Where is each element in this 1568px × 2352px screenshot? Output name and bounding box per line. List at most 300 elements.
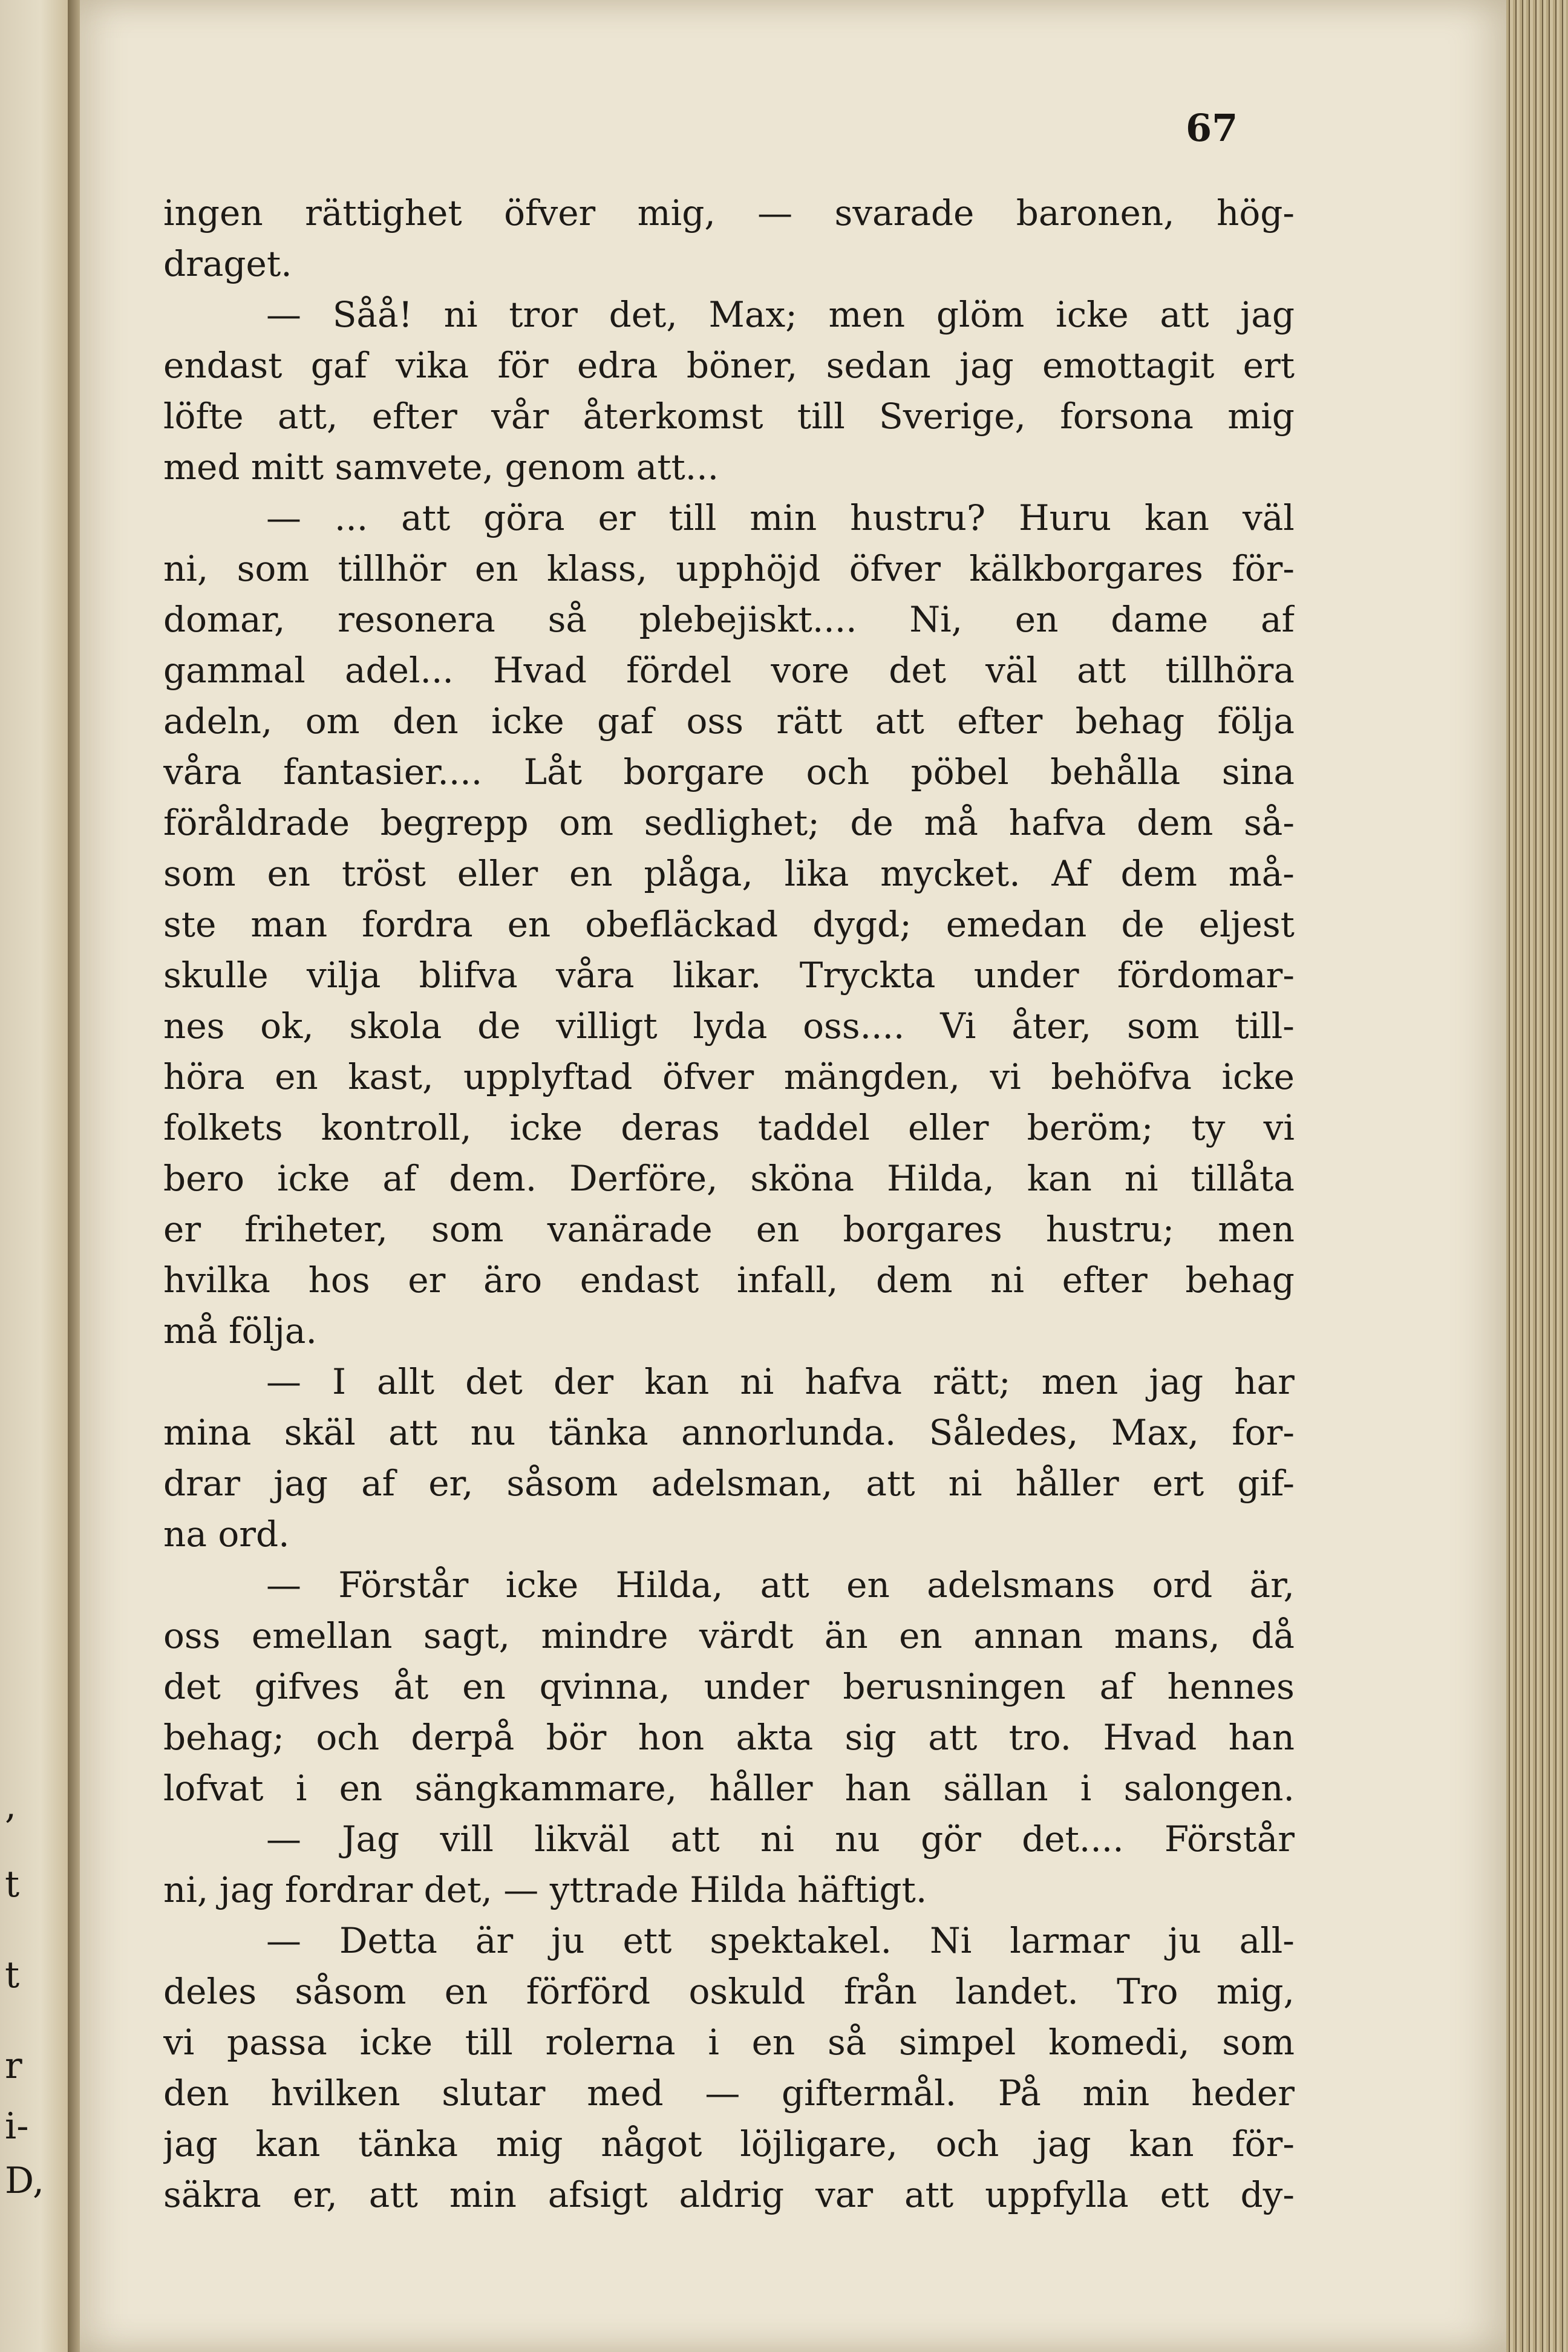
word: landet. <box>955 1971 1079 2012</box>
word: en <box>569 853 613 894</box>
word: sina <box>1221 751 1295 792</box>
word: icke <box>276 1158 350 1199</box>
word: mig, <box>637 192 716 234</box>
word: tröst <box>341 853 426 894</box>
word: behag; <box>163 1717 285 1758</box>
word: skulle <box>163 955 269 996</box>
word: Derföre, <box>569 1158 718 1199</box>
word: borgares <box>843 1209 1002 1250</box>
word: jag <box>959 345 1014 386</box>
word: den <box>392 701 459 742</box>
word: Max; <box>708 294 797 335</box>
word: tänka <box>548 1412 648 1453</box>
word: gifves <box>254 1666 360 1707</box>
word: tillåta <box>1191 1158 1295 1199</box>
word: baronen, <box>1016 192 1175 234</box>
word: ett <box>1160 2174 1209 2215</box>
text-line <box>163 1204 1295 1255</box>
word: som <box>163 853 236 894</box>
word: icke <box>1056 294 1129 335</box>
word: slutar <box>442 2073 546 2114</box>
word: så- <box>1244 802 1295 843</box>
word: ert <box>1152 1463 1204 1504</box>
word: Sverige, <box>879 396 1026 437</box>
word: I <box>332 1361 346 1402</box>
word: — <box>503 1869 550 1910</box>
word: Förstår <box>338 1564 469 1606</box>
word: er <box>598 497 636 538</box>
text-line <box>163 1712 1295 1763</box>
word: en <box>462 1666 506 1707</box>
word: likar. <box>672 955 762 996</box>
word: är <box>475 1920 514 1961</box>
word: då <box>1251 1615 1295 1656</box>
word: obefläckad <box>585 904 779 945</box>
adjacent-page-fragment: , <box>5 1785 17 1827</box>
word: sällan <box>943 1768 1048 1809</box>
word: de <box>1121 904 1165 945</box>
word: ert <box>1243 345 1295 386</box>
text-line <box>163 238 1295 289</box>
word: en <box>339 1768 383 1809</box>
word: med <box>163 446 251 488</box>
word: väl <box>985 650 1037 691</box>
word: hon <box>638 1717 705 1758</box>
word: jag <box>1149 1361 1204 1402</box>
word: det, <box>609 294 678 335</box>
word: Hilda <box>690 1869 798 1910</box>
page-stack-edge <box>1506 0 1568 2352</box>
word: mans, <box>1114 1615 1220 1656</box>
word: en <box>444 1971 488 2012</box>
word: lofvat <box>163 1768 264 1809</box>
word: ni, <box>163 548 209 589</box>
text-line <box>163 1763 1295 1814</box>
word: vi <box>1263 1107 1295 1148</box>
word: mitt <box>250 446 335 488</box>
word: vilja <box>306 955 381 996</box>
word: domar, <box>163 599 286 640</box>
word: må <box>924 802 978 843</box>
word: drar <box>163 1463 241 1504</box>
word: nes <box>163 1005 225 1047</box>
text-line <box>163 1661 1295 1712</box>
word: om <box>559 802 614 843</box>
word: Tryckta <box>799 955 936 996</box>
word: är, <box>1249 1564 1295 1606</box>
word: eljest <box>1198 904 1295 945</box>
word: än <box>824 1615 868 1656</box>
word: — <box>266 1818 301 1860</box>
word: oskuld <box>688 1971 806 2012</box>
word: Af <box>1051 853 1089 894</box>
word: att <box>760 1564 809 1606</box>
word: häftigt. <box>797 1869 927 1910</box>
word: för- <box>1232 548 1295 589</box>
word: kontroll, <box>321 1107 472 1148</box>
word: under <box>704 1666 809 1707</box>
word: glöm <box>936 294 1025 335</box>
word: man <box>250 904 328 945</box>
word: mindre <box>541 1615 668 1656</box>
text-line <box>163 1915 1295 1966</box>
word: rätt <box>776 701 843 742</box>
word: höra <box>163 1056 245 1097</box>
word: giftermål. <box>782 2073 957 2114</box>
word: håller <box>1015 1463 1119 1504</box>
word: som <box>1126 1005 1200 1047</box>
word: komedi, <box>1048 2022 1190 2063</box>
word: plåga, <box>644 853 753 894</box>
word: heder <box>1191 2073 1295 2114</box>
adjacent-page-fragment: t <box>5 1863 20 1906</box>
word: det, <box>423 1869 504 1910</box>
word: na <box>163 1514 218 1555</box>
word: fördel <box>626 650 732 691</box>
word: följa <box>1217 701 1295 742</box>
text-line <box>163 2017 1295 2068</box>
word: deles <box>163 1971 257 2012</box>
word: mycket. <box>880 853 1021 894</box>
word: vill <box>440 1818 494 1860</box>
word: sig <box>844 1717 897 1758</box>
word: yttrade <box>549 1869 690 1910</box>
word: mig <box>1227 396 1295 437</box>
word: ingen <box>163 192 263 234</box>
word: Tro <box>1117 1971 1178 2012</box>
word: i <box>708 2022 719 2063</box>
text-line <box>163 2118 1295 2169</box>
text-line <box>163 1001 1295 1051</box>
word: hennes <box>1167 1666 1295 1707</box>
word: mina <box>163 1412 252 1453</box>
word: ord. <box>218 1514 290 1555</box>
word: äro <box>483 1259 543 1301</box>
word: — <box>266 1564 301 1606</box>
word: kan <box>255 2123 321 2164</box>
word: Hvad <box>1103 1717 1197 1758</box>
word: icke <box>491 701 564 742</box>
word: något <box>601 2123 702 2164</box>
word: dem <box>1120 853 1197 894</box>
word: vi <box>990 1056 1021 1097</box>
word: genom <box>505 446 636 488</box>
word: fordra <box>362 904 473 945</box>
word: behöfva <box>1051 1056 1192 1097</box>
word: fördomar- <box>1117 955 1295 996</box>
word: Såå! <box>332 294 413 335</box>
word: till <box>465 2022 513 2063</box>
word: likväl <box>534 1818 630 1860</box>
word: vore <box>771 650 850 691</box>
word: er <box>408 1259 446 1301</box>
word: min <box>449 2174 517 2215</box>
word: berusningen <box>843 1666 1066 1707</box>
word: vanärade <box>547 1209 713 1250</box>
text-line <box>163 1864 1295 1915</box>
word: tillhöra <box>1165 650 1295 691</box>
word: så <box>828 2022 867 2063</box>
word: efter <box>957 701 1043 742</box>
word: i <box>295 1768 307 1809</box>
word: uppfylla <box>985 2174 1129 2215</box>
word: och <box>806 751 870 792</box>
text-line <box>163 1356 1295 1407</box>
word: att <box>670 1818 720 1860</box>
word: att, <box>277 396 338 437</box>
word: adel... <box>344 650 454 691</box>
word: mig <box>495 2123 563 2164</box>
word: göra <box>483 497 565 538</box>
word: — <box>757 192 793 234</box>
word: ty <box>1191 1107 1226 1148</box>
word: att... <box>636 446 719 488</box>
word: det.... <box>1022 1818 1124 1860</box>
word: bero <box>163 1158 245 1199</box>
word: — <box>266 497 301 538</box>
word: villigt <box>556 1005 658 1047</box>
word: Låt <box>523 751 582 792</box>
word: kan <box>1129 2123 1194 2164</box>
word: men <box>1218 1209 1295 1250</box>
word: rättighet <box>305 192 462 234</box>
text-line <box>163 1458 1295 1509</box>
word: Hilda, <box>887 1158 995 1199</box>
word: ok, <box>260 1005 314 1047</box>
word: sängkammare, <box>414 1768 678 1809</box>
text-line <box>163 848 1295 899</box>
word: tillhör <box>338 548 446 589</box>
text-line <box>163 1966 1295 2017</box>
word: sedlighet; <box>644 802 820 843</box>
word: friheter, <box>244 1209 388 1250</box>
word: de <box>477 1005 521 1047</box>
word: ni <box>443 294 478 335</box>
word: Hilda, <box>615 1564 724 1606</box>
text-line <box>163 1305 1295 1356</box>
word: böner, <box>686 345 798 386</box>
word: taddel <box>757 1107 870 1148</box>
word: allt <box>377 1361 435 1402</box>
text-line <box>163 797 1295 848</box>
word: jag <box>1037 2123 1091 2164</box>
word: oss <box>686 701 743 742</box>
word: en <box>474 548 518 589</box>
word: gaf <box>310 345 367 386</box>
word: behag <box>1185 1259 1295 1301</box>
word: Ni, <box>909 599 963 640</box>
word: eller <box>457 853 538 894</box>
word: klass, <box>546 548 648 589</box>
word: om <box>305 701 360 742</box>
word: gör <box>921 1818 981 1860</box>
word: att <box>388 1412 438 1453</box>
book-gutter <box>68 0 80 2352</box>
word: plebejiskt.... <box>639 599 857 640</box>
word: eller <box>908 1107 989 1148</box>
word: behag <box>1075 701 1185 742</box>
word: hos <box>308 1259 370 1301</box>
word: fordrar <box>284 1869 424 1910</box>
word: åt <box>393 1666 429 1707</box>
adjacent-page-edge <box>0 0 68 2352</box>
text-line <box>163 1560 1295 1610</box>
word: en <box>507 904 551 945</box>
text-line <box>163 746 1295 797</box>
word: Således, <box>929 1412 1079 1453</box>
word: för <box>497 345 549 386</box>
adjacent-page-fragment: t <box>5 1954 20 1996</box>
word: upplyftad <box>463 1056 633 1097</box>
word: att <box>1160 294 1209 335</box>
word: derpå <box>411 1717 515 1758</box>
text-line <box>163 543 1295 594</box>
word: endast <box>163 345 283 386</box>
word: ste <box>163 904 217 945</box>
word: beröm; <box>1027 1107 1154 1148</box>
word: en <box>751 2022 795 2063</box>
word: adelsmans <box>927 1564 1116 1606</box>
word: salongen. <box>1123 1768 1295 1809</box>
word: tror <box>509 294 578 335</box>
word: nu <box>470 1412 516 1453</box>
word: som <box>1222 2022 1295 2063</box>
word: återkomst <box>583 396 763 437</box>
word: der <box>553 1361 614 1402</box>
word: kan <box>644 1361 710 1402</box>
word: som <box>431 1209 504 1250</box>
word: och <box>316 1717 380 1758</box>
word: — <box>266 294 301 335</box>
word: hög- <box>1216 192 1295 234</box>
word: annorlunda. <box>681 1412 897 1453</box>
word: kan <box>1144 497 1210 538</box>
word: att <box>368 2174 418 2215</box>
word: mig, <box>1216 1971 1295 2012</box>
word: under <box>973 955 1079 996</box>
word: att <box>875 701 924 742</box>
word: min <box>1082 2073 1150 2114</box>
word: deras <box>621 1107 720 1148</box>
word: kälkborgares <box>969 548 1203 589</box>
text-line <box>163 1153 1295 1204</box>
word: han <box>844 1768 911 1809</box>
text-line <box>163 289 1295 340</box>
word: forsona <box>1060 396 1194 437</box>
word: Jag <box>342 1818 400 1860</box>
word: adelsman, <box>651 1463 833 1504</box>
word: efter <box>1062 1259 1148 1301</box>
word: simpel <box>899 2022 1016 2063</box>
word: öfver <box>849 548 941 589</box>
word: att <box>904 2174 954 2215</box>
word: hafva <box>1008 802 1106 843</box>
word: af <box>382 1158 417 1199</box>
word: men <box>828 294 906 335</box>
word: hafva <box>805 1361 903 1402</box>
word: efter <box>371 396 457 437</box>
word: draget. <box>163 243 292 284</box>
word: ni <box>740 1361 774 1402</box>
word: oss.... <box>803 1005 905 1047</box>
word: min <box>750 497 817 538</box>
word: er, <box>428 1463 474 1504</box>
word: af <box>1260 599 1295 640</box>
word: emottagit <box>1042 345 1215 386</box>
word: ju <box>551 1920 585 1961</box>
word: säkra <box>163 2174 261 2215</box>
adjacent-page-fragment: D, <box>5 2160 45 2202</box>
word: rätt; <box>933 1361 1011 1402</box>
word: skola <box>349 1005 442 1047</box>
word: icke <box>505 1564 579 1606</box>
word: jag <box>163 2123 218 2164</box>
text-line <box>163 442 1295 492</box>
word: Max, <box>1111 1412 1199 1453</box>
word: vi <box>163 2022 195 2063</box>
word: som <box>237 548 310 589</box>
word: dygd; <box>812 904 912 945</box>
text-line <box>163 188 1295 238</box>
word: hvilken <box>270 2073 400 2114</box>
word: icke <box>359 2022 433 2063</box>
text-line <box>163 1814 1295 1864</box>
word: På <box>998 2073 1041 2114</box>
word: öfver <box>662 1056 754 1097</box>
word: Vi <box>940 1005 976 1047</box>
word: sagt, <box>423 1615 511 1656</box>
word: Detta <box>339 1920 437 1961</box>
word: — <box>266 1361 301 1402</box>
text-line <box>163 2068 1295 2118</box>
word: hustru? <box>850 497 986 538</box>
word: ett <box>622 1920 672 1961</box>
word: nu <box>835 1818 880 1860</box>
word: ord <box>1152 1564 1213 1606</box>
word: och <box>935 2123 999 2164</box>
word: begrepp <box>380 802 529 843</box>
word: all- <box>1239 1920 1295 1961</box>
word: till- <box>1235 1005 1295 1047</box>
word: emedan <box>946 904 1087 945</box>
word: den <box>163 2073 229 2114</box>
word: må <box>163 1310 229 1351</box>
word: afsigt <box>547 2174 648 2215</box>
text-line <box>163 1407 1295 1458</box>
word: det <box>465 1361 523 1402</box>
word: aldrig <box>679 2174 785 2215</box>
word: en <box>267 853 311 894</box>
word: Huru <box>1019 497 1112 538</box>
word: dem <box>1136 802 1214 843</box>
word: edra <box>577 345 658 386</box>
word: till <box>797 396 845 437</box>
word: jag <box>219 1869 285 1910</box>
word: rolerna <box>545 2022 676 2063</box>
text-line <box>163 391 1295 442</box>
text-line <box>163 899 1295 950</box>
word: skäl <box>284 1412 356 1453</box>
word: fantasier.... <box>283 751 483 792</box>
word: till <box>668 497 717 538</box>
word: icke <box>509 1107 583 1148</box>
word: löfte <box>163 396 244 437</box>
word: sköna <box>750 1158 855 1199</box>
word: mängden, <box>783 1056 961 1097</box>
word: en <box>756 1209 800 1250</box>
text-line <box>163 1610 1295 1661</box>
word: svarade <box>834 192 975 234</box>
